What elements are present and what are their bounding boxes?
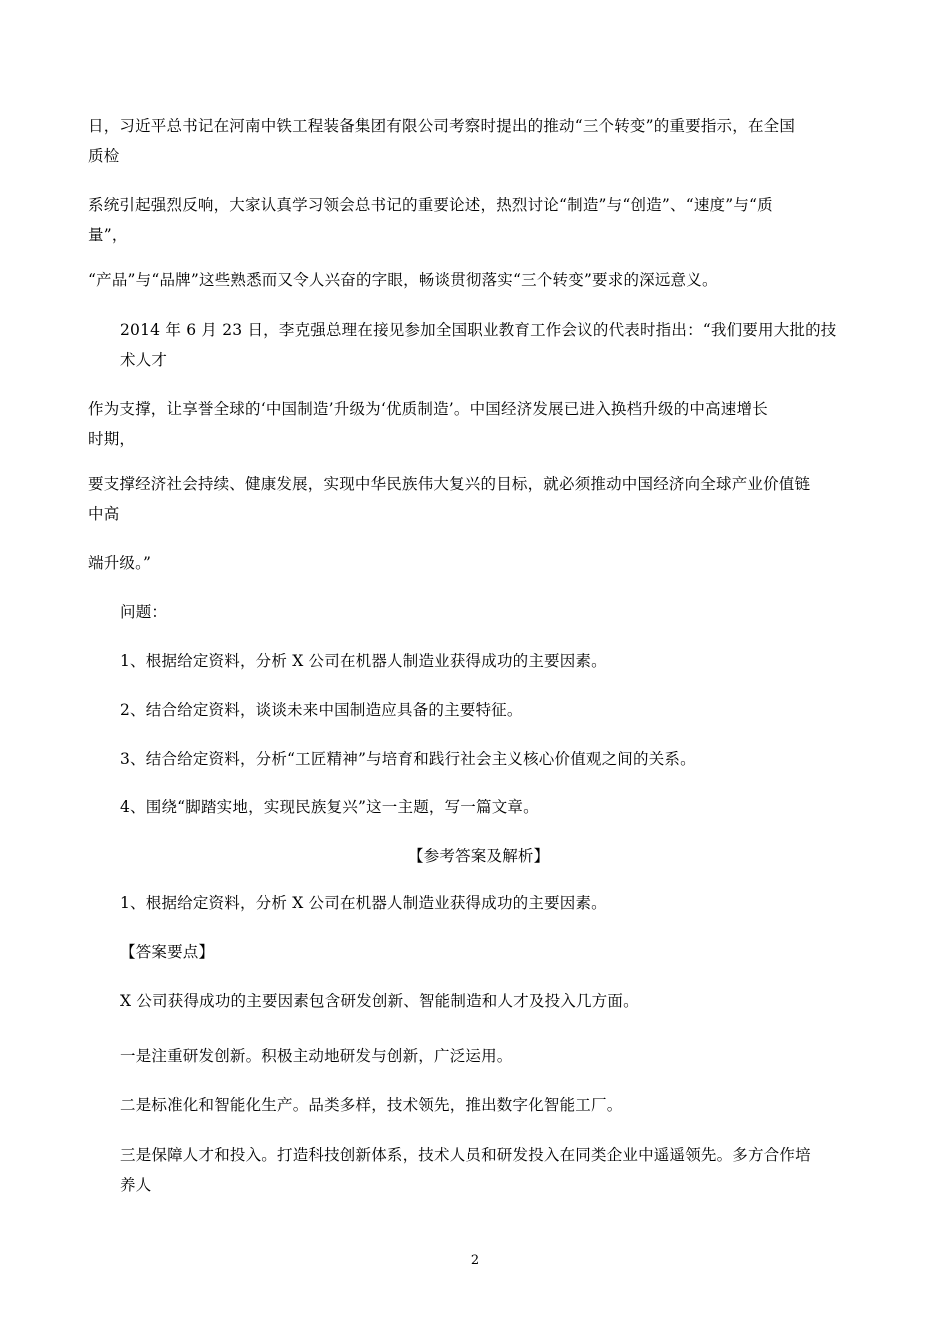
- question-item-4: 4、围绕“脚踏实地，实现民族复兴”这一主题，写一篇文章。: [120, 798, 539, 816]
- paragraph-5-line-1: 作为支撑，让享誉全球的‘中国制造’升级为‘优质制造’。中国经济发展已进入换档升级的中高速增长: [88, 400, 768, 418]
- paragraph-5-line-2: 时期，: [88, 430, 136, 448]
- answer-point-3-line-2: 养人: [120, 1176, 152, 1194]
- answer-summary: X 公司获得成功的主要因素包含研发创新、智能制造和人才及投入几方面。: [120, 992, 639, 1010]
- paragraph-7-line-1: 端升级。”: [88, 554, 152, 572]
- paragraph-2-line-2: 量”，: [88, 226, 128, 244]
- questions-heading: 问题：: [120, 603, 168, 621]
- paragraph-4-line-1: 2014 年 6 月 23 日，李克强总理在接见参加全国职业教育工作会议的代表时指出：“我们要用大批的技: [120, 321, 837, 339]
- paragraph-1-line-1: 日，习近平总书记在河南中铁工程装备集团有限公司考察时提出的推动“三个转变”的重要指示，在全国: [88, 117, 796, 135]
- question-item-1: 1、根据给定资料，分析 X 公司在机器人制造业获得成功的主要因素。: [120, 652, 607, 670]
- paragraph-2-line-1: 系统引起强烈反响，大家认真学习领会总书记的重要论述，热烈讨论“制造”与“创造”、“速度”与“质: [88, 196, 773, 214]
- paragraph-4-line-2: 术人才: [120, 351, 168, 369]
- answer-point-1: 一是注重研发创新。积极主动地研发与创新，广泛运用。: [120, 1047, 513, 1065]
- paragraph-1-line-2: 质检: [88, 147, 120, 165]
- answers-section-title: 【参考答案及解析】: [408, 847, 550, 865]
- page-number: 2: [470, 1253, 480, 1268]
- answer-point-2: 二是标准化和智能化生产。品类多样，技术领先，推出数字化智能工厂。: [120, 1096, 623, 1114]
- paragraph-6-line-1: 要支撑经济社会持续、健康发展，实现中华民族伟大复兴的目标，就必须推动中国经济向全球产业价值链: [88, 475, 811, 493]
- paragraph-3-line-1: “产品”与“品牌”这些熟悉而又令人兴奋的字眼，畅谈贯彻落实“三个转变”要求的深远意义。: [88, 271, 718, 289]
- question-item-3: 3、结合给定资料，分析“工匠精神”与培育和践行社会主义核心价值观之间的关系。: [120, 750, 696, 768]
- question-item-2: 2、结合给定资料，谈谈未来中国制造应具备的主要特征。: [120, 701, 523, 719]
- answer-key-points-label: 【答案要点】: [120, 943, 215, 961]
- answer-question-1-repeat: 1、根据给定资料，分析 X 公司在机器人制造业获得成功的主要因素。: [120, 894, 607, 912]
- answer-point-3-line-1: 三是保障人才和投入。打造科技创新体系，技术人员和研发投入在同类企业中遥遥领先。多方合作培: [120, 1146, 811, 1164]
- paragraph-6-line-2: 中高: [88, 505, 120, 523]
